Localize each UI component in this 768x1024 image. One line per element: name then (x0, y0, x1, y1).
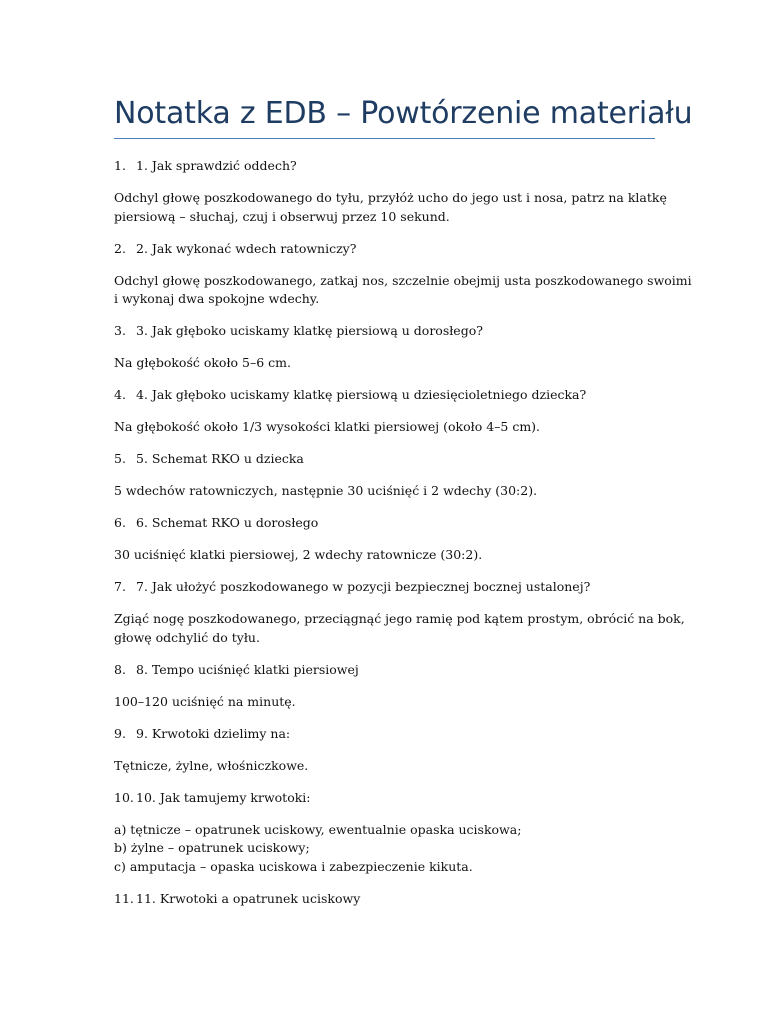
list-number: 8. (114, 661, 126, 677)
question-line (114, 725, 655, 744)
list-number: 6. (114, 515, 126, 530)
question-text: 8. Tempo uciśnięć klatki piersiowej (136, 661, 359, 677)
list-item (114, 386, 655, 437)
answer-text (114, 354, 655, 373)
list-number: 11. (114, 890, 134, 906)
answer-line: c) amputacja – opaska uciskowa i zabezpieczenie kikuta. (114, 858, 473, 874)
question-text: 7. Jak ułożyć poszkodowanego w pozycji bezpiecznej bocznej ustalonej? (136, 579, 591, 594)
answer-line: głowę odchylić do tyłu. (114, 629, 260, 645)
question-list (114, 157, 692, 908)
answer-text (114, 757, 655, 776)
answer-text (114, 418, 655, 437)
question-text: 3. Jak głęboko uciskamy klatkę piersiową u dorosłego? (136, 323, 483, 338)
list-item (114, 890, 655, 909)
answer-line: Tętnicze, żylne, włośniczkowe. (114, 757, 309, 773)
question-text: 6. Schemat RKO u dorosłego (136, 515, 319, 530)
answer-line: Zgiąć nogę poszkodowanego, przeciągnąć jego ramię pod kątem prostym, obrócić na bok, (114, 611, 685, 626)
list-number: 10. (114, 789, 134, 805)
document-page (114, 0, 693, 922)
question-line (114, 450, 655, 469)
answer-text (114, 272, 692, 309)
question-line (114, 661, 655, 680)
answer-line: Na głębokość około 5–6 cm. (114, 355, 291, 370)
list-number: 2. (114, 240, 126, 256)
list-number: 7. (114, 579, 126, 594)
list-item (114, 725, 655, 776)
question-line (114, 578, 655, 597)
answer-text (114, 189, 667, 226)
answer-line: 5 wdechów ratowniczych, następnie 30 uciśnięć i 2 wdechy (30:2). (114, 483, 538, 498)
question-line (114, 322, 655, 341)
question-line (114, 789, 655, 808)
answer-line: piersiową – słuchaj, czuj i obserwuj przez 10 sekund. (114, 208, 450, 224)
list-number: 4. (114, 387, 126, 402)
list-number: 1. (114, 158, 126, 173)
question-text: 9. Krwotoki dzielimy na: (136, 725, 291, 741)
answer-line: 30 uciśnięć klatki piersiowej, 2 wdechy ratownicze (30:2). (114, 547, 483, 562)
answer-line: Odchyl głowę poszkodowanego do tyłu, przyłóż ucho do jego ust i nosa, patrz na klatkę (114, 190, 667, 205)
answer-text (114, 693, 655, 712)
question-text: 11. Krwotoki a opatrunek uciskowy (136, 890, 361, 906)
document-title: Notatka z EDB – Powtórzenie materiału (114, 96, 693, 131)
list-item (114, 240, 692, 309)
question-text: 1. Jak sprawdzić oddech? (136, 158, 297, 173)
list-item (114, 514, 655, 565)
question-line (114, 514, 655, 533)
list-number: 3. (114, 323, 126, 338)
question-line (114, 386, 655, 405)
question-line (114, 157, 655, 176)
question-text: 5. Schemat RKO u dziecka (136, 451, 304, 466)
title-underline (114, 138, 655, 139)
list-number: 9. (114, 725, 126, 741)
list-item (114, 661, 655, 712)
question-text: 4. Jak głęboko uciskamy klatkę piersiową u dziesięcioletniego dziecka? (136, 387, 587, 402)
answer-line: Na głębokość około 1/3 wysokości klatki piersiowej (około 4–5 cm). (114, 419, 541, 434)
list-item (114, 322, 655, 373)
question-text: 10. Jak tamujemy krwotoki: (136, 789, 311, 805)
answer-line: i wykonaj dwa spokojne wdechy. (114, 291, 320, 306)
answer-text (114, 821, 655, 877)
question-text: 2. Jak wykonać wdech ratowniczy? (136, 240, 357, 256)
list-number: 5. (114, 451, 126, 466)
answer-line: a) tętnicze – opatrunek uciskowy, ewentualnie opaska uciskowa; (114, 821, 522, 837)
answer-line: 100–120 uciśnięć na minutę. (114, 693, 296, 709)
answer-line: b) żylne – opatrunek uciskowy; (114, 840, 310, 855)
list-item (114, 157, 667, 226)
list-item (114, 789, 655, 877)
answer-text (114, 546, 655, 565)
question-line (114, 890, 655, 909)
answer-line: Odchyl głowę poszkodowanego, zatkaj nos, szczelnie obejmij usta poszkodowanego swoimi (114, 272, 692, 288)
list-item (114, 450, 655, 501)
answer-text (114, 482, 655, 501)
answer-text (114, 610, 685, 647)
list-item (114, 578, 685, 647)
question-line (114, 240, 655, 259)
